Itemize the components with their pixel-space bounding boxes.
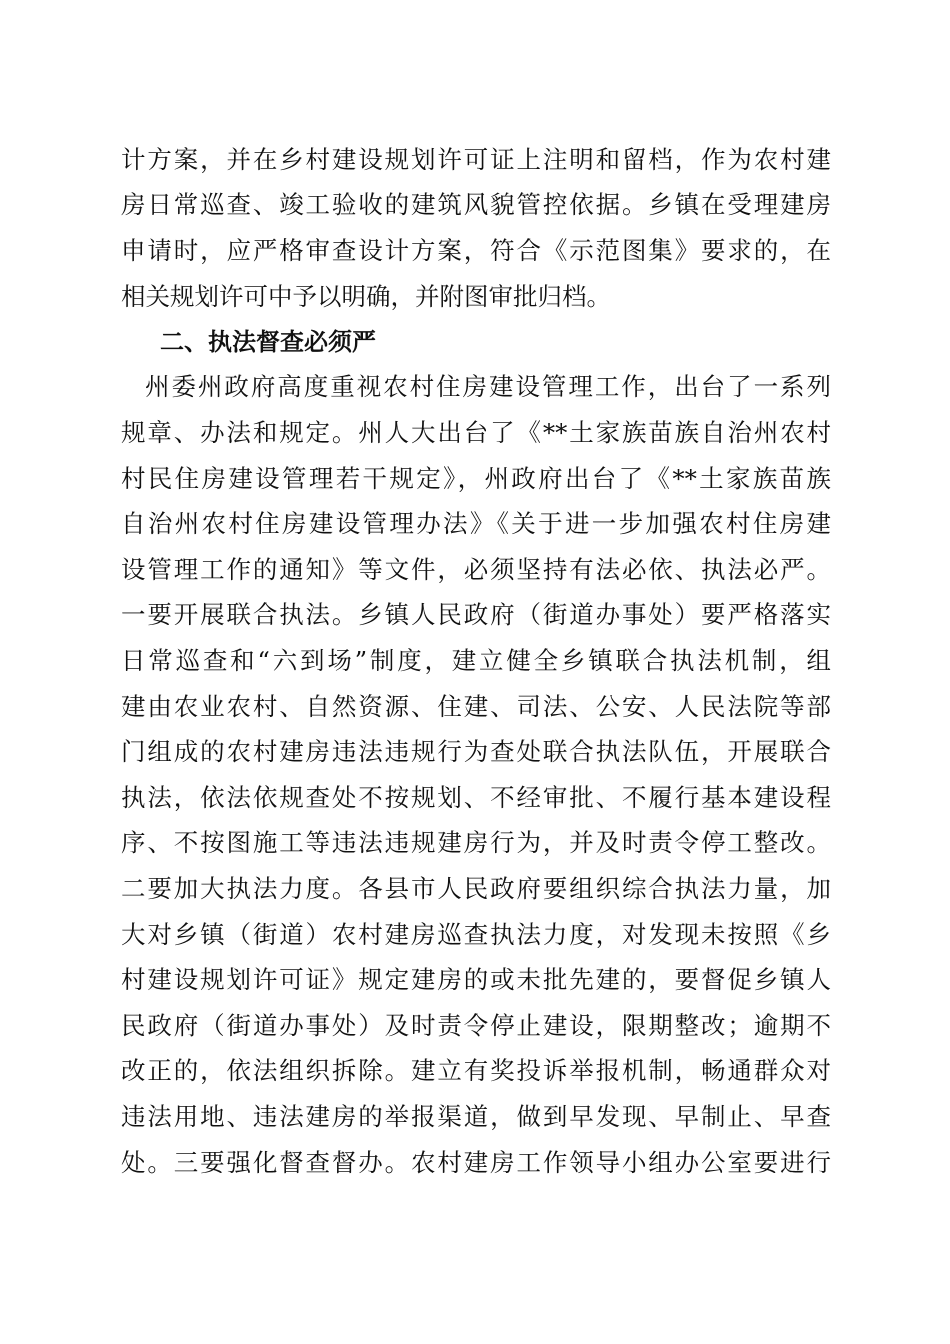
text-line: 二要加大执法力度。各县市人民政府要组织综合执法力量，加	[121, 874, 831, 903]
text-line: 违法用地、违法建房的举报渠道，做到早发现、早制止、早查	[121, 1102, 831, 1131]
text-line: 设管理工作的通知》等文件，必须坚持有法必依、执法必严。	[121, 555, 831, 584]
text-line: 自治州农村住房建设管理办法》《关于进一步加强农村住房建	[121, 509, 831, 538]
text-line: 申请时，应严格审查设计方案，符合《示范图集》要求的，在	[121, 236, 831, 265]
text-line: 村建设规划许可证》规定建房的或未批先建的，要督促乡镇人	[121, 965, 831, 994]
text-line: 民政府（街道办事处）及时责令停止建设，限期整改；逾期不	[121, 1011, 831, 1040]
text-line: 处。三要强化督查督办。农村建房工作领导小组办公室要进行	[121, 1148, 831, 1177]
text-line: 相关规划许可中予以明确，并附图审批归档。	[121, 282, 611, 311]
section-heading: 二、执法督查必须严	[160, 328, 376, 356]
text-line: 村民住房建设管理若干规定》，州政府出台了《**土家族苗族	[121, 464, 831, 493]
text-line: 执法，依法依规查处不按规划、不经审批、不履行基本建设程	[121, 783, 831, 812]
text-line: 门组成的农村建房违法违规行为查处联合执法队伍，开展联合	[121, 737, 831, 766]
text-line: 一要开展联合执法。乡镇人民政府（街道办事处）要严格落实	[121, 600, 831, 629]
text-line: 改正的，依法组织拆除。建立有奖投诉举报机制，畅通群众对	[121, 1056, 831, 1085]
text-line: 计方案，并在乡村建设规划许可证上注明和留档，作为农村建	[121, 145, 831, 174]
text-line: 规章、办法和规定。州人大出台了《**土家族苗族自治州农村	[121, 418, 831, 447]
paragraph-first-line: 州委州政府高度重视农村住房建设管理工作，出台了一系列	[145, 372, 831, 401]
text-line: 建由农业农村、自然资源、住建、司法、公安、人民法院等部	[121, 692, 831, 721]
text-line: 房日常巡查、竣工验收的建筑风貌管控依据。乡镇在受理建房	[121, 190, 831, 219]
text-line: 大对乡镇（街道）农村建房巡查执法力度，对发现未按照《乡	[121, 920, 831, 949]
text-line: 日常巡查和“六到场”制度，建立健全乡镇联合执法机制，组	[121, 646, 831, 675]
text-line: 序、不按图施工等违法违规建房行为，并及时责令停工整改。	[121, 828, 831, 857]
